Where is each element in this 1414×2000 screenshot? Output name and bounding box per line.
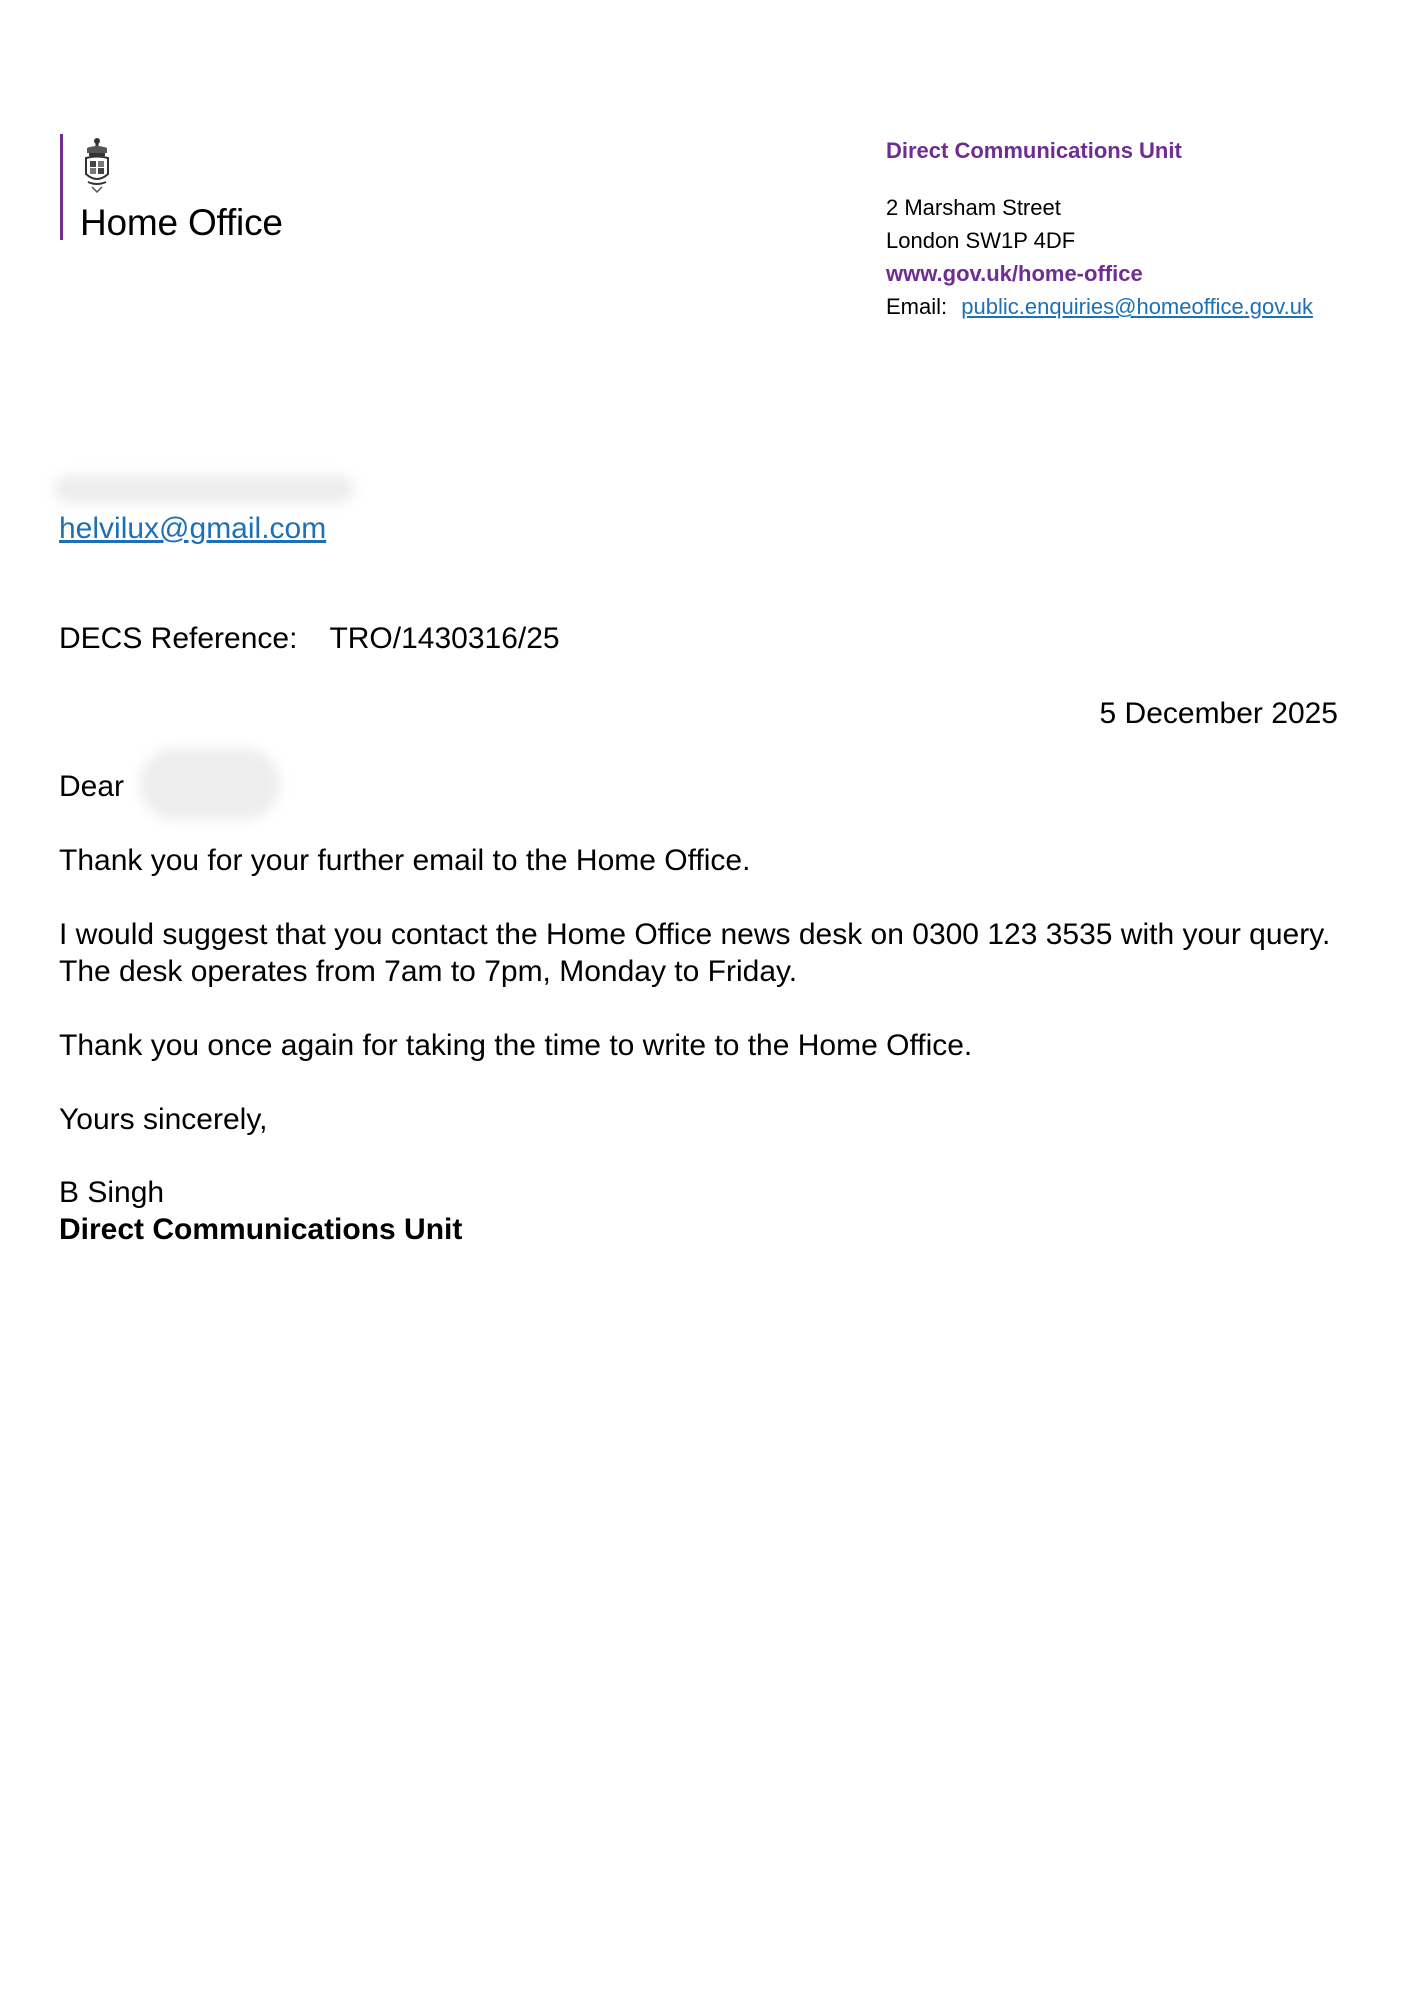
home-office-logo [60,134,283,243]
website-link[interactable]: www.gov.uk/home-office [886,261,1143,286]
address-line-2: London SW1P 4DF [886,228,1076,253]
closing: Yours sincerely, [59,1103,268,1136]
redacted-salutation-name [140,748,280,820]
logo-text: Home Office [80,202,283,243]
redacted-recipient-name [54,475,354,503]
paragraph-3: Thank you once again for taking the time to write to the Home Office. [59,1029,973,1062]
signer-unit: Direct Communications Unit [59,1213,463,1246]
signer-name: B Singh [59,1176,165,1209]
address-line-1: 2 Marsham Street [886,195,1061,220]
paragraph-2: I would suggest that you contact the Home Office news desk on 0300 123 3535 with your query. The desk operates from 7am to 7pm, Monday to Friday. [59,918,1331,988]
recipient-email-link[interactable]: helvilux@gmail.com [59,512,327,545]
letter-date: 5 December 2025 [1099,697,1338,730]
email-row [886,290,1386,323]
email-label: Email: [886,294,948,319]
email-link[interactable]: public.enquiries@homeoffice.gov.uk [961,294,1313,319]
unit-title: Direct Communications Unit [886,138,1182,163]
sender-address-block [886,134,1386,323]
salutation: Dear [59,770,125,803]
paragraph-1: Thank you for your further email to the Home Office. [59,844,751,877]
reference-row [59,620,560,657]
royal-crest-icon [82,136,112,196]
reference-value: TRO/1430316/25 [329,622,560,655]
reference-label: DECS Reference: [59,622,298,655]
